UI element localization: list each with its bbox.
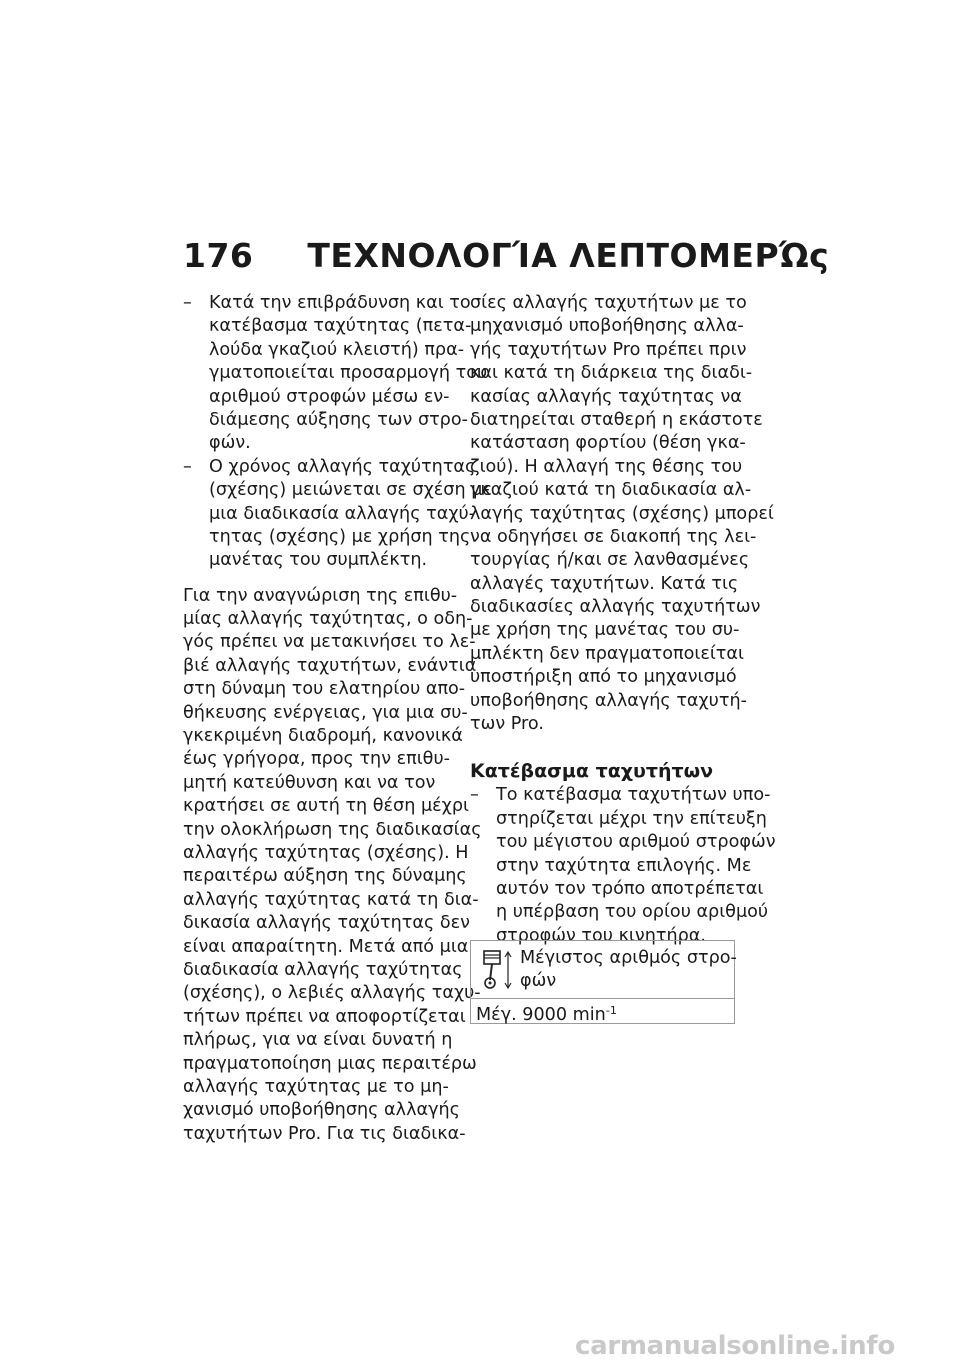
text-line: αλλαγές ταχυτήτων. Κατά τις [470,573,739,594]
spec-table-value [471,999,734,1023]
text-line: γματοποιείται προσαρμογή του [209,363,488,384]
section-title: ΤΕΧΝΟΛΟΓΊΑ ΛΕΠΤΟΜΕΡΏς [307,236,830,275]
spec-unit-exponent: -1 [605,1004,617,1017]
text-line: στην ταχύτητα επιλογής. Με [496,855,752,876]
text-line: ζιού). Η αλλαγή της θέσης του [470,456,743,477]
text-line: πραγματοποίηση μιας περαιτέρω [183,1053,477,1074]
text-line: φών [520,971,557,992]
text-line: κατέβασμα ταχύτητας (πετα- [209,316,472,337]
text-line: αλλαγής ταχύτητας κατά τη δια- [183,889,479,910]
bullet-dash: – [183,293,192,313]
text-line: τητας (σχέσης) με χρήση της [209,526,471,547]
text-line: λούδα γκαζιού κλειστή) πρα- [209,339,465,360]
paragraph-shift-detection [183,585,482,1146]
bullet-dash: – [183,456,192,477]
text-line: Κατά την επιβράδυνση και το – [183,292,458,315]
spec-table-title [520,947,737,994]
engine-piston-icon [481,949,517,991]
text-line: στη δύναμη του ελατηρίου απο- [183,679,466,700]
left-column [183,292,492,1146]
text-line: μια διαδικασία αλλαγής ταχύ- [209,503,476,524]
text-line: θήκευσης ενέργειας, για μια συ- [183,702,468,723]
text-line: λαγής ταχύτητας (σχέσης) μπορεί [470,503,774,524]
downshift-heading: Κατέβασμα ταχυτήτων [470,760,714,783]
paragraph-shift-assist-pro [470,292,774,736]
text-line: βιέ αλλαγής ταχυτήτων, ενάντια [183,655,477,676]
text-line: μανέτας του συμπλέκτη. [209,550,428,571]
text-line: η υπέρβαση του ορίου αριθμού [496,902,769,923]
watermark: carmanualsonline.info [575,1331,895,1361]
text-line: Το κατέβασμα ταχυτήτων υπο- – [470,784,745,807]
text-line: γκαζιού κατά τη διαδικασία αλ- [470,480,752,501]
text-line: αυτόν τον τρόπο αποτρέπεται [496,878,764,899]
text-line: αλλαγής ταχύτητας (σχέσης). Η [183,842,469,863]
text-line: μητή κατεύθυνση και να τον [183,772,436,793]
text-line: κατάσταση φορτίου (θέση γκα- [470,433,746,454]
text-line: είναι απαραίτητη. Μετά από μια [183,936,469,957]
text-line: δικασία αλλαγής ταχύτητας δεν [183,913,470,934]
text-line: (σχέσης), ο λεβιές αλλαγής ταχυ- [183,983,481,1004]
text-line: κρατήσει σε αυτή τη θέση μέχρι [183,796,469,817]
text-line: διατηρείται σταθερή η εκάστοτε [470,409,763,430]
text-line: με χρήση της μανέτας του συ- [470,620,740,641]
text-line: του μέγιστου αριθμού στροφών [496,832,776,853]
text-line: την ολοκλήρωση της διαδικασίας [183,819,482,840]
right-column [470,292,776,948]
text-line: Μέγιστος αριθμός στρο- [520,948,737,968]
text-line: στροφών του κινητήρα. [496,925,706,946]
text-line: μίας αλλαγής ταχύτητας, ο οδη- [183,609,473,630]
text-line: χανισμό υποβοήθησης αλλαγής [183,1100,460,1121]
text-line: ταχυτήτων Pro. Για τις διαδικα- [183,1123,466,1144]
text-line: τουργίας ή/και σε λανθασμένες [470,550,750,571]
bullet-deceleration [183,292,488,456]
text-line: και κατά τη διάρκεια της διαδι- [470,363,753,384]
text-line: περαιτέρω αύξηση της δύναμης [183,866,467,887]
bullet-downshift [470,784,776,948]
text-line: έως γρήγορα, προς την επιθυ- [183,749,450,770]
text-line: φών. [209,433,251,454]
text-line: αριθμού στροφών μέσω εν- [209,386,450,407]
text-line: μηχανισμό υποβοήθησης αλλα- [470,316,744,337]
text-line: διαδικασία αλλαγής ταχύτητας [183,959,463,980]
text-line: διαδικασίες αλλαγής ταχυτήτων [470,597,761,618]
text-line: κασίας αλλαγής ταχύτητας να [470,386,742,407]
text-line: πλήρως, για να είναι δυνατή η [183,1030,453,1051]
spec-table-header [471,941,737,999]
text-line: στηρίζεται μέχρι την επίτευξη [496,808,767,829]
text-line: υποστήριξη από το μηχανισμό [470,667,737,688]
text-line: μπλέκτη δεν πραγματοποιείται [470,643,744,664]
max-rpm-spec-table [470,940,735,1024]
text-line: (σχέσης) μειώνεται σε σχέση με [209,480,492,501]
bullet-shift-time [183,456,492,573]
spec-value-text: Μέγ. 9000 min [476,1005,606,1025]
text-line: σίες αλλαγής ταχυτήτων με το [470,293,747,313]
page-number: 176 [183,236,254,275]
text-line: να οδηγήσει σε διακοπή της λει- [470,526,757,547]
text-line: γής ταχυτήτων Pro πρέπει πριν [470,339,747,360]
text-line: υποβοήθησης αλλαγής ταχυτή- [470,690,747,711]
text-line: των Pro. [470,714,544,735]
bullet-dash: – [470,785,479,806]
page-header [183,236,829,275]
text-line: Για την αναγνώριση της επιθυ- [183,585,458,606]
text-line: γκεκριμένη διαδρομή, κανονικά [183,726,463,747]
text-line: Ο χρόνος αλλαγής ταχύτητας – [183,456,458,479]
text-line: γός πρέπει να μετακινήσει το λε- [183,632,476,653]
text-line: τήτων πρέπει να αποφορτίζεται [183,1006,466,1027]
text-line: αλλαγής ταχύτητας με το μη- [183,1076,449,1097]
text-line: διάμεσης αύξησης των στρο- [209,409,468,430]
